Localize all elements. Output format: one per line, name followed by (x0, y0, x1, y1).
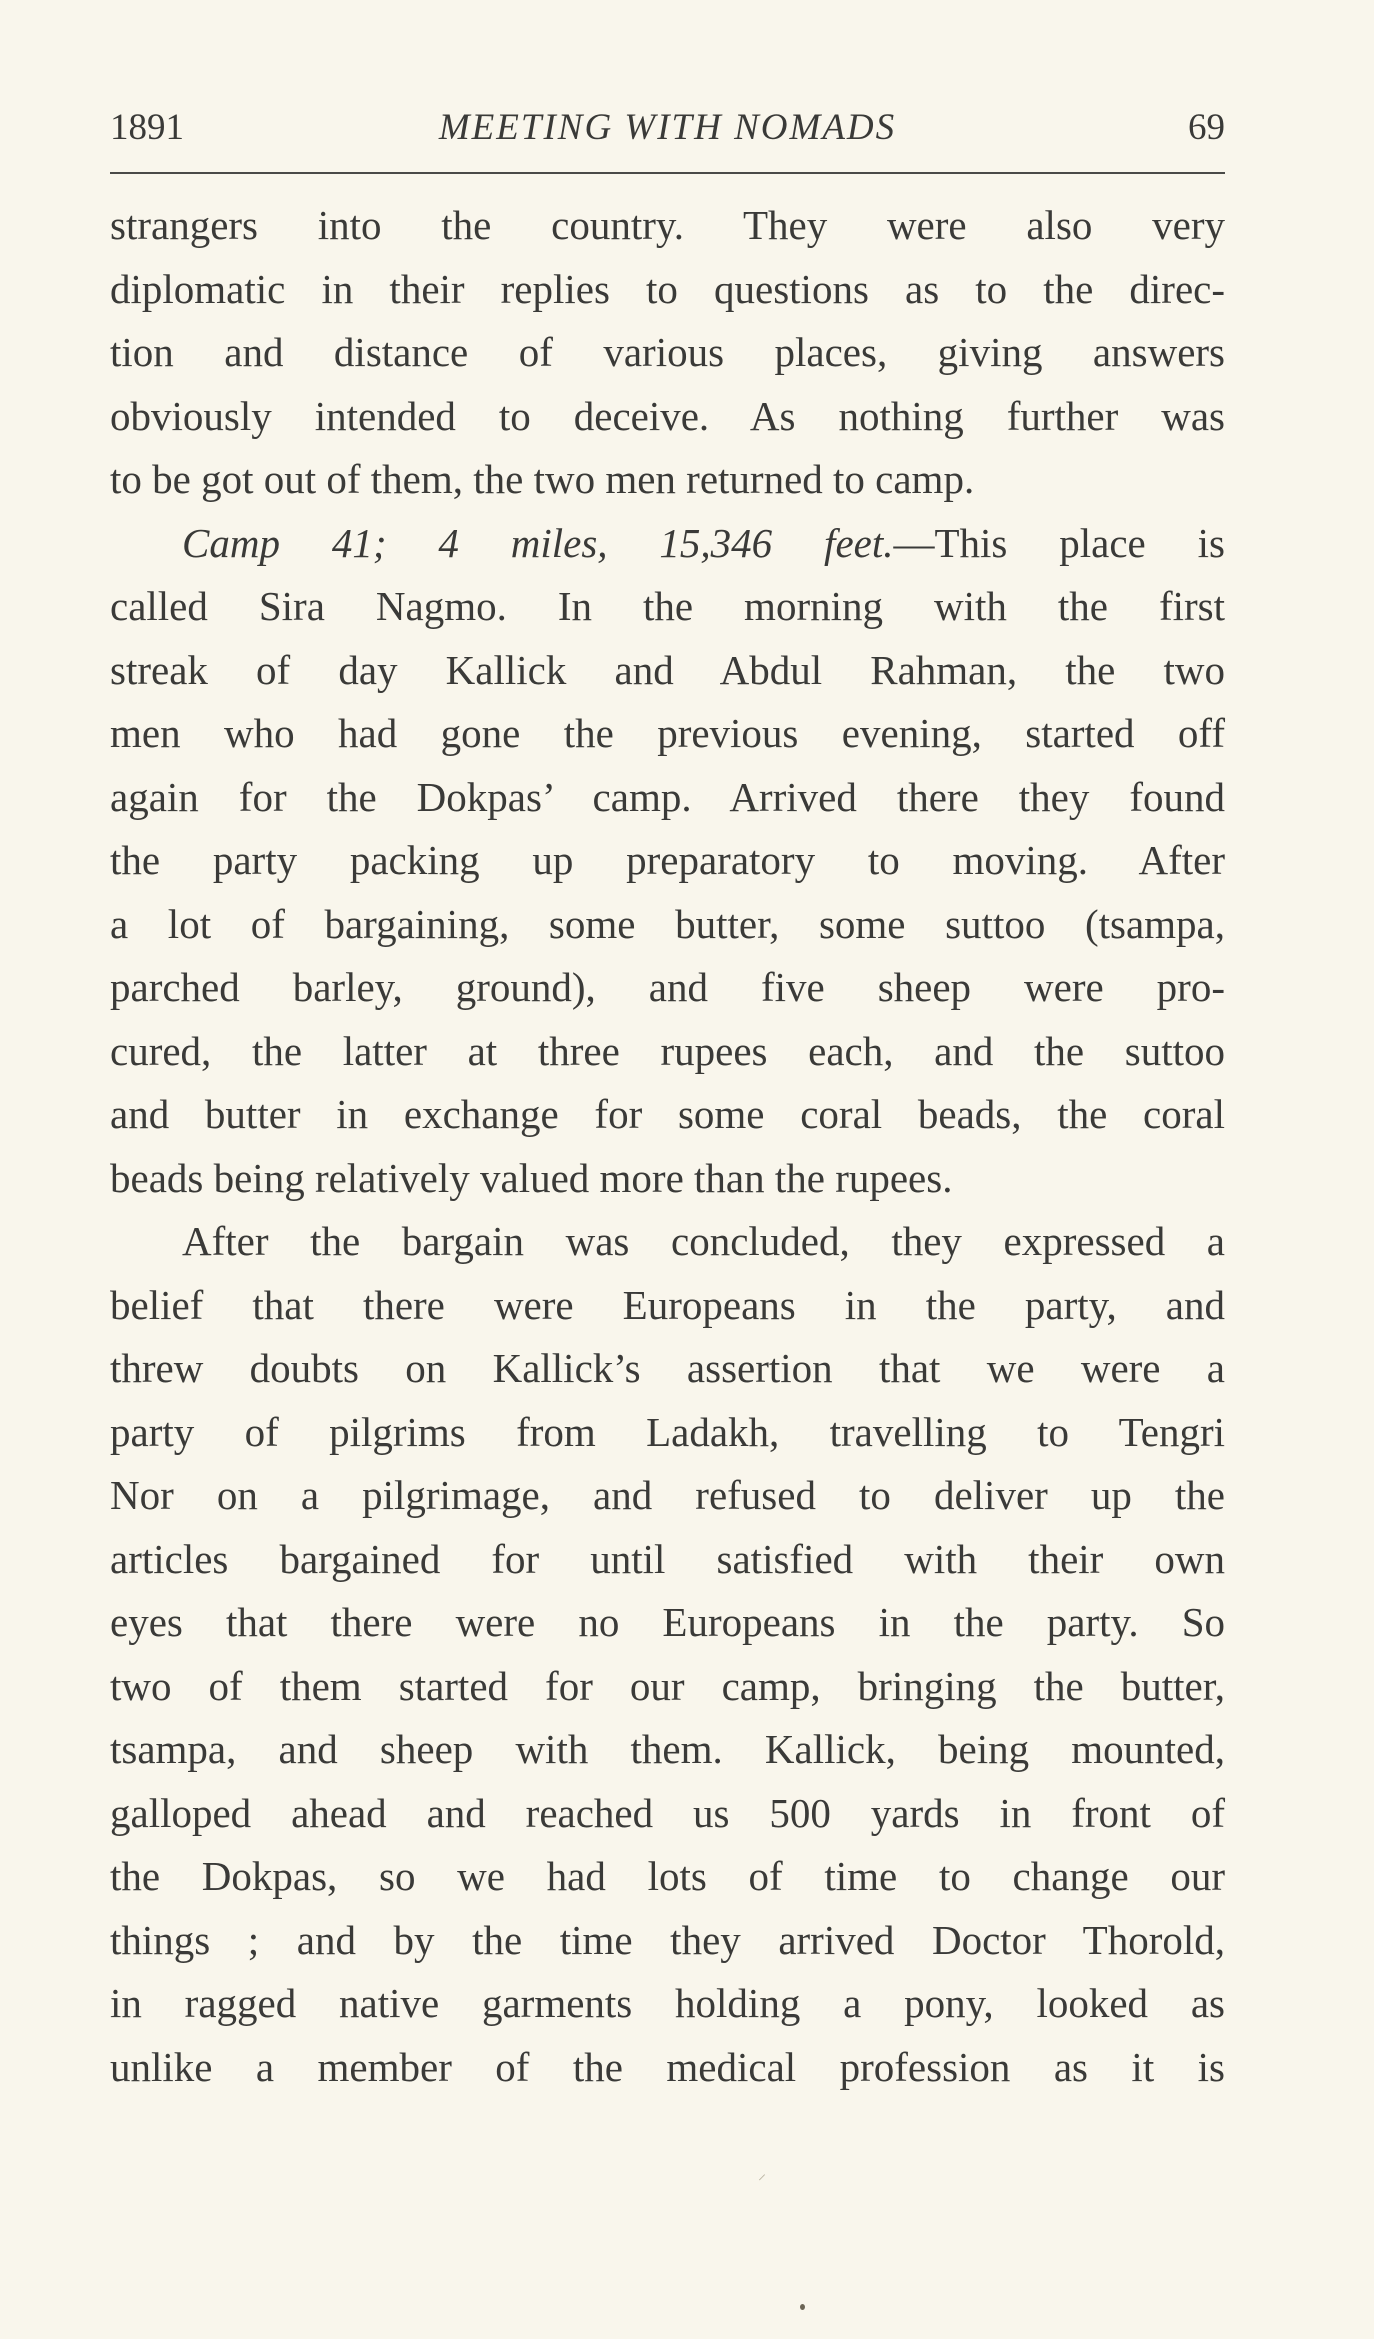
camp-heading: Camp 41; 4 miles, 15,346 feet. (182, 519, 894, 566)
camp-entry-line (110, 512, 1225, 576)
running-head (110, 102, 1225, 154)
page-number: 69 (1188, 107, 1225, 148)
text-line: the party packing up preparatory to moving. After (110, 837, 1225, 883)
body-text (110, 194, 1225, 2099)
text-line: things ; and by the time they arrived Doctor Thorold, (110, 1916, 1225, 1963)
text-line: again for the Dokpas’ camp. Arrived there they found (110, 773, 1225, 820)
text-line-rest: —This place is (893, 519, 1225, 566)
header-title: MEETING WITH NOMADS (438, 107, 897, 148)
text-line: called Sira Nagmo. In the morning with the first (110, 583, 1225, 629)
text-line: and butter in exchange for some coral beads, the coral (110, 1091, 1225, 1137)
text-line: articles bargained for until satisfied with their own (110, 1535, 1225, 1582)
text-line: unlike a member of the medical profession as it is (110, 2043, 1225, 2090)
text-line: strangers into the country. They were also very (110, 202, 1225, 248)
text-line: a lot of bargaining, some butter, some suttoo (tsampa, (110, 900, 1225, 947)
text-line: men who had gone the previous evening, started off (110, 710, 1225, 756)
text-line: obviously intended to deceive. As nothing further was (110, 392, 1225, 439)
text-line: parched barley, ground), and five sheep were pro- (110, 964, 1225, 1010)
text-line: Nor on a pilgrimage, and refused to deliver up the (110, 1472, 1225, 1518)
text-line: two of them started for our camp, bringing the butter, (110, 1662, 1225, 1709)
text-line: belief that there were Europeans in the party, and (110, 1281, 1225, 1328)
text-line: party of pilgrims from Ladakh, travelling to Tengri (110, 1408, 1225, 1455)
text-line: in ragged native garments holding a pony, looked as (110, 1980, 1225, 2026)
text-line: tsampa, and sheep with them. Kallick, being mounted, (110, 1726, 1225, 1772)
text-line: streak of day Kallick and Abdul Rahman, the two (110, 646, 1225, 693)
header-rule (110, 172, 1225, 174)
text-line: galloped ahead and reached us 500 yards in front of (110, 1789, 1225, 1836)
ink-speck (800, 2304, 805, 2310)
text-line: diplomatic in their replies to questions as to the direc- (110, 265, 1225, 312)
text-line: After the bargain was concluded, they expressed a (182, 1218, 1225, 1264)
header-year: 1891 (110, 107, 184, 148)
text-line: beads being relatively valued more than the rupees. (110, 1154, 953, 1201)
text-line: cured, the latter at three rupees each, and the suttoo (110, 1027, 1225, 1074)
text-line: to be got out of them, the two men returned to camp. (110, 456, 975, 502)
text-line: eyes that there were no Europeans in the party. So (110, 1599, 1225, 1645)
text-line: tion and distance of various places, giving answers (110, 329, 1225, 375)
margin-mark: ⸝ (758, 2166, 767, 2183)
text-line: the Dokpas, so we had lots of time to change our (110, 1853, 1225, 1899)
text-line: threw doubts on Kallick’s assertion that we were a (110, 1345, 1225, 1391)
